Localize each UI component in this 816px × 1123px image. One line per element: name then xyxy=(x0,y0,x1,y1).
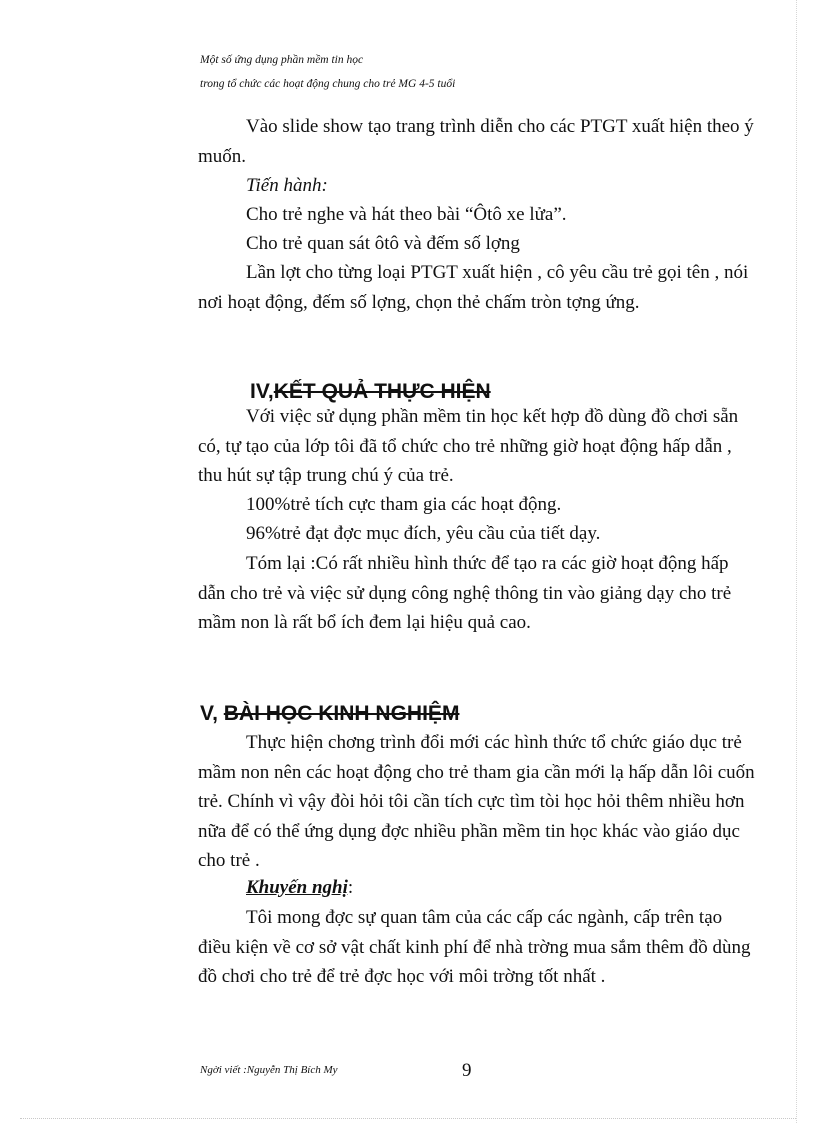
section-heading-lessons xyxy=(200,702,459,726)
page-header xyxy=(200,48,455,96)
paragraph-observe: Cho trẻ quan sát ôtô và đếm số lợng xyxy=(246,233,520,254)
paragraph-recommendation: Tôi mong đợc sự quan tâm của các cấp các ngành, cấp trên tạo điều kiện về cơ sở vật chất kinh phí để nhà trờng mua sắm thêm đồ dùng đồ chơi cho trẻ để trẻ đợc học với môi trờng tốt nhất . xyxy=(198,907,751,987)
section-number: IV, xyxy=(250,380,274,403)
paragraph-results: Với việc sử dụng phần mềm tin học kết hợp đồ dùng đồ chơi sẵn có, tự tạo của lớp tôi đã tổ chức cho trẻ những giờ hoạt động hấp dẫn , thu hút sự tập trung chú ý của trẻ. xyxy=(198,406,739,486)
section-number: V, xyxy=(200,702,218,725)
section-heading-results xyxy=(250,380,491,404)
paragraph-achievement: 96%trẻ đạt đợc mục đích, yêu cầu của tiết dạy. xyxy=(246,523,601,544)
paragraph-recommendation-label xyxy=(198,873,758,903)
paragraph-lessons: Thực hiện chơng trình đổi mới các hình thức tổ chức giáo dục trẻ mầm non nên các hoạt động cho trẻ tham gia cần mới lạ hấp dẫn lôi cuốn trẻ. Chính vì vậy đòi hỏi tôi cần tích cực tìm tòi học hỏi thêm nhiều hơn nữa để có thể ứng dụng đợc nhiều phần mềm tin học khác vào giáo dục cho trẻ . xyxy=(198,732,755,871)
page-number: 9 xyxy=(462,1060,472,1081)
paragraph-slideshow: Vào slide show tạo trang trình diễn cho các PTGT xuất hiện theo ý muốn. xyxy=(198,116,754,167)
page-right-divider xyxy=(796,0,797,1123)
header-line-1: Một số ứng dụng phần mềm tin học xyxy=(200,54,364,66)
paragraph-participation: 100%trẻ tích cực tham gia các hoạt động. xyxy=(246,494,562,515)
procedure-label: Tiến hành: xyxy=(246,175,328,196)
footer-author: Ngời viết :Nguyễn Thị Bích My xyxy=(200,1064,338,1076)
header-line-2: trong tổ chức các hoạt động chung cho trẻ MG 4-5 tuổi xyxy=(200,78,456,90)
paragraph-procedure-label xyxy=(198,171,758,201)
recommendation-label: Khuyến nghị xyxy=(246,877,348,898)
page-bottom-divider xyxy=(20,1118,796,1119)
paragraph-song: Cho trẻ nghe và hát theo bài “Ôtô xe lửa”. xyxy=(246,204,567,225)
paragraph-summary: Tóm lại :Có rất nhiều hình thức để tạo ra các giờ hoạt động hấp dẫn cho trẻ và việc sử dụng công nghệ thông tin vào giảng dạy cho trẻ mầm non là rất bổ ích đem lại hiệu quả cao. xyxy=(198,553,732,633)
paragraph-vehicles: Lần lợt cho từng loại PTGT xuất hiện , cô yêu cầu trẻ gọi tên , nói nơi hoạt động, đếm số lợng, chọn thẻ chấm tròn tợng ứng. xyxy=(198,262,749,313)
section-title: BÀI HỌC KINH NGHIỆM xyxy=(223,702,460,725)
recommendation-colon: : xyxy=(347,877,354,898)
section-title: KẾT QUẢ THỰC HIỆN xyxy=(273,380,491,403)
